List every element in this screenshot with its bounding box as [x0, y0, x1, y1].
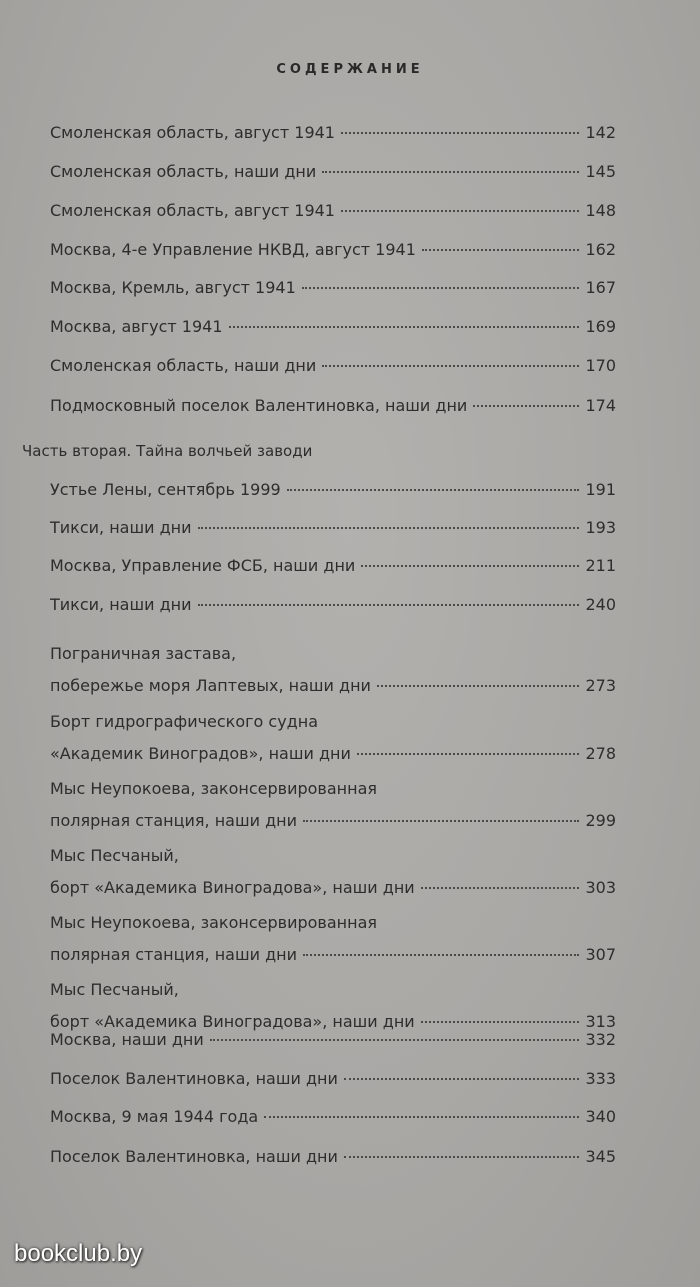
leader-dots: [421, 886, 580, 889]
leader-dots: [322, 170, 579, 173]
toc-entry: [50, 773, 616, 837]
entry-title: борт «Академика Виноградова», наши дни: [50, 1012, 415, 1031]
leader-dots: [210, 1038, 580, 1041]
entry-title: Москва, наши дни: [50, 1030, 204, 1049]
entry-title: Москва, 9 мая 1944 года: [50, 1107, 259, 1126]
page-number: 174: [585, 396, 616, 415]
leader-dots: [341, 209, 579, 212]
leader-dots: [303, 819, 579, 822]
page-number: 303: [585, 878, 616, 897]
entry-title-line: Мыс Песчаный,: [50, 980, 179, 999]
leader-dots: [357, 752, 580, 755]
toc-entry: [50, 706, 616, 770]
entry-title: Москва, Управление ФСБ, наши дни: [50, 556, 356, 575]
leader-dots: [264, 1115, 579, 1118]
toc-entry: [50, 1101, 616, 1133]
page-number: 273: [585, 676, 616, 695]
entry-title: Москва, Кремль, август 1941: [50, 278, 296, 297]
toc-entry: [50, 195, 616, 227]
leader-dots: [361, 564, 579, 567]
entry-title: Смоленская область, наши дни: [50, 162, 317, 181]
toc-entry: [50, 589, 616, 621]
toc-entry: [50, 350, 616, 382]
page-number: 162: [585, 240, 616, 259]
page-number: 345: [585, 1147, 616, 1166]
toc-entry: [50, 390, 616, 422]
entry-title-line: Борт гидрографического судна: [50, 712, 319, 731]
toc-entry: [50, 474, 616, 506]
entry-title-line: Пограничная застава,: [50, 644, 237, 663]
leader-dots: [322, 364, 579, 367]
page-number: 332: [585, 1030, 616, 1049]
entry-title: борт «Академика Виноградова», наши дни: [50, 878, 415, 897]
entry-title: «Академик Виноградов», наши дни: [50, 744, 351, 763]
page-number: 240: [585, 595, 616, 614]
entry-title: побережье моря Лаптевых, наши дни: [50, 676, 371, 695]
toc-entry: [50, 1024, 616, 1056]
entry-title: полярная станция, наши дни: [50, 811, 298, 830]
leader-dots: [303, 953, 579, 956]
entry-title: Поселок Валентиновка, наши дни: [50, 1069, 338, 1088]
page-number: 211: [585, 556, 616, 575]
page-number: 299: [585, 811, 616, 830]
leader-dots: [421, 1020, 580, 1023]
entry-title-line: Мыс Неупокоева, законсервированная: [50, 913, 377, 932]
page-number: 148: [585, 201, 616, 220]
leader-dots: [341, 131, 579, 134]
page-number: 145: [585, 162, 616, 181]
page-number: 278: [585, 744, 616, 763]
entry-title: Смоленская область, наши дни: [50, 356, 317, 375]
page-number: 307: [585, 945, 616, 964]
toc-entry: [50, 1141, 616, 1173]
leader-dots: [344, 1155, 580, 1158]
toc-entry: [50, 311, 616, 343]
leader-dots: [302, 286, 580, 289]
page-number: 191: [585, 480, 616, 499]
entry-title: Москва, 4-е Управление НКВД, август 1941: [50, 240, 416, 259]
toc-entry: [50, 907, 616, 971]
entry-title: Устье Лены, сентябрь 1999: [50, 480, 281, 499]
leader-dots: [377, 684, 580, 687]
entry-title: полярная станция, наши дни: [50, 945, 298, 964]
toc-entry: [50, 117, 616, 149]
leader-dots: [344, 1077, 580, 1080]
entry-title-line: Мыс Песчаный,: [50, 846, 179, 865]
page-number: 170: [585, 356, 616, 375]
toc-entry: [50, 512, 616, 544]
page-number: 333: [585, 1069, 616, 1088]
entry-title: Тикси, наши дни: [50, 595, 192, 614]
page-number: 167: [585, 278, 616, 297]
leader-dots: [229, 325, 580, 328]
page-number: 142: [585, 123, 616, 142]
entry-title: Смоленская область, август 1941: [50, 201, 335, 220]
page-number: 169: [585, 317, 616, 336]
page-title: СОДЕРЖАНИЕ: [276, 62, 424, 77]
watermark: bookclub.by: [14, 1240, 143, 1267]
leader-dots: [198, 603, 580, 606]
entry-title: Подмосковный поселок Валентиновка, наши дни: [50, 396, 468, 415]
part-heading: Часть вторая. Тайна волчьей заводи: [22, 442, 313, 460]
toc-entry: [50, 272, 616, 304]
page-number: 313: [585, 1012, 616, 1031]
leader-dots: [422, 248, 580, 251]
entry-title: Поселок Валентиновка, наши дни: [50, 1147, 338, 1166]
page-number: 193: [585, 518, 616, 537]
toc-entry: [50, 638, 616, 702]
toc-entry: [50, 1063, 616, 1095]
toc-entry: [50, 234, 616, 266]
leader-dots: [287, 488, 580, 491]
page-number: 340: [585, 1107, 616, 1126]
toc-entry: [50, 550, 616, 582]
leader-dots: [198, 526, 580, 529]
toc-entry: [50, 156, 616, 188]
entry-title: Москва, август 1941: [50, 317, 223, 336]
entry-title: Смоленская область, август 1941: [50, 123, 335, 142]
toc-entry: [50, 840, 616, 904]
leader-dots: [473, 404, 579, 407]
entry-title: Тикси, наши дни: [50, 518, 192, 537]
entry-title-line: Мыс Неупокоева, законсервированная: [50, 779, 377, 798]
